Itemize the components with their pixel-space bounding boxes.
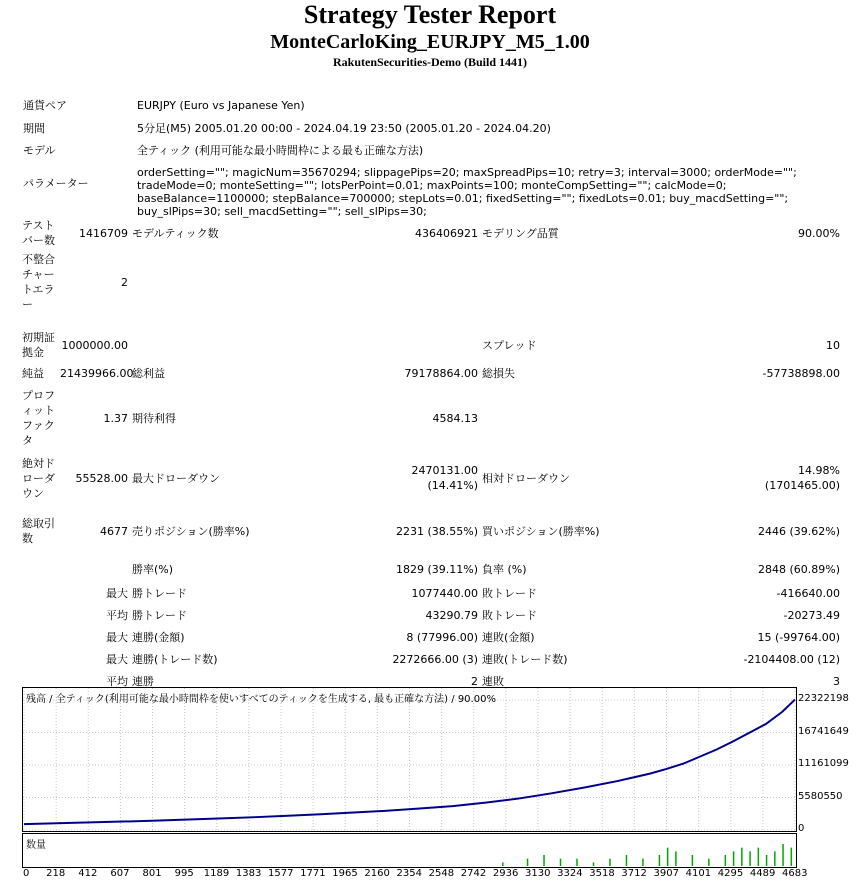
- ticks-label: モデルティック数: [132, 226, 219, 240]
- cons-losses-label: 連敗(金額): [482, 630, 535, 644]
- max2-label: 最大: [106, 630, 128, 644]
- pf-label: プロフィットファクタ: [22, 389, 55, 447]
- x-tick-label: 2548: [428, 868, 455, 879]
- x-tick-label: 4295: [717, 868, 744, 879]
- x-tick-label: 412: [78, 868, 98, 879]
- symbol-value: EURJPY (Euro vs Japanese Yen): [137, 99, 305, 112]
- stats-row-bars: [20, 218, 842, 248]
- y-tick-label: 5580550: [798, 790, 843, 802]
- avg-win-value: 43290.79: [425, 608, 478, 622]
- volume-bar: [527, 859, 529, 866]
- x-tick-label: 218: [46, 868, 66, 879]
- cons-losses-value: 15 (-99764.00): [757, 630, 840, 644]
- volume-bar: [741, 848, 743, 866]
- abs-dd-value: 55528.00: [75, 471, 128, 485]
- max-dd-value: 2470131.00 (14.41%): [411, 464, 478, 492]
- volume-bar: [576, 859, 578, 866]
- y-tick-label: 11161099: [798, 758, 849, 769]
- bars-value: 1416709: [79, 226, 128, 240]
- params-label: パラメーター: [23, 177, 89, 190]
- x-tick-label: 3324: [557, 868, 583, 879]
- x-tick-label: 1383: [235, 868, 262, 879]
- largest-loss-value: -416640.00: [776, 586, 840, 600]
- y-tick-label: 0: [798, 823, 805, 834]
- period-value: 5分足(M5) 2005.01.20 00:00 - 2024.04.19 23:50 (2005.01.20 - 2024.04.20): [137, 122, 551, 135]
- volume-bar: [675, 851, 677, 866]
- avg-loss-label: 敗トレード: [482, 608, 537, 622]
- average-label: 平均: [106, 608, 128, 622]
- volume-bar: [659, 855, 661, 866]
- long-value: 2446 (39.62%): [757, 524, 840, 538]
- ticks-value: 436406921: [415, 226, 478, 240]
- pf-value: 1.37: [103, 411, 128, 425]
- cons-profit-label: 連勝(トレード数): [132, 652, 218, 666]
- volume-bar: [758, 848, 760, 866]
- x-tick-label: 2742: [460, 868, 487, 879]
- x-tick-label: 1965: [332, 868, 358, 879]
- gross-profit-value: 79178864.00: [404, 366, 478, 380]
- x-tick-label: 0: [23, 868, 30, 879]
- balance-chart: [22, 687, 797, 832]
- x-tick-label: 3518: [589, 868, 615, 879]
- win-label: 勝率(%): [132, 562, 174, 576]
- win-value: 1829 (39.11%): [395, 562, 478, 576]
- bars-label: テストバー数: [22, 219, 55, 247]
- chart-caption: 残高 / 全ティック(利用可能な最小時間枠を使いすべてのティックを生成する, 最も正確な方法) / 90.00%: [26, 694, 496, 705]
- period-label: 期間: [23, 122, 45, 135]
- volume-bar: [733, 851, 735, 866]
- volume-bar: [725, 855, 727, 866]
- x-tick-label: 2160: [364, 868, 390, 879]
- avg-loss-value: -20273.49: [783, 608, 840, 622]
- volume-bar: [782, 844, 784, 866]
- x-tick-label: 2936: [492, 868, 519, 879]
- stats-row-average: [20, 604, 842, 626]
- stats-row-pf: [20, 386, 842, 450]
- loss-value: 2848 (60.89%): [757, 562, 840, 576]
- cons-loss-value: -2104408.00 (12): [743, 652, 840, 666]
- cons-wins-label: 連勝(金額): [132, 630, 185, 644]
- max3-label: 最大: [106, 652, 128, 666]
- avg-win-label: 勝トレード: [132, 608, 187, 622]
- cons-profit-value: 2272666.00 (3): [392, 652, 478, 666]
- avg-cons-losses-label: 連敗: [482, 674, 504, 688]
- volume-bar: [708, 859, 710, 866]
- gross-loss-value: -57738898.00: [762, 366, 840, 380]
- short-label: 売りポジション(勝率%): [132, 524, 250, 538]
- volume-bar: [667, 848, 669, 866]
- volume-bar: [543, 855, 545, 866]
- net-value: 21439966.00: [60, 366, 134, 380]
- stats-row-largest: [20, 582, 842, 604]
- largest-win-label: 勝トレード: [132, 586, 187, 600]
- payoff-label: 期待利得: [132, 411, 176, 425]
- model-label: モデル: [23, 144, 56, 157]
- volume-caption: 数量: [26, 840, 46, 851]
- volume-bar: [593, 862, 595, 866]
- x-tick-label: 4489: [749, 868, 776, 879]
- max-dd-label: 最大ドローダウン: [132, 471, 220, 485]
- balance-chart-svg: [23, 688, 796, 831]
- loss-label: 負率 (%): [482, 562, 527, 576]
- avg-cons-wins-label: 連勝: [132, 674, 154, 688]
- server-name: RakutenSecurities-Demo (Build 1441): [333, 55, 527, 69]
- rel-dd-label: 相対ドローダウン: [482, 471, 570, 485]
- mismatch-label: 不整合チャートエラー: [22, 253, 55, 311]
- largest-label: 最大: [106, 586, 128, 600]
- quality-label: モデリング品質: [482, 226, 559, 240]
- gross-loss-label: 総損失: [482, 366, 515, 380]
- y-tick-label: 16741649: [798, 725, 849, 737]
- volume-bar: [774, 851, 776, 866]
- x-tick-label: 995: [174, 868, 194, 879]
- x-tick-label: 1577: [268, 868, 294, 879]
- largest-win-value: 1077440.00: [411, 586, 478, 600]
- abs-dd-label: 絶対ドローダウン: [22, 456, 55, 500]
- volume-bar: [560, 859, 562, 866]
- cons-wins-value: 8 (77996.00): [406, 630, 478, 644]
- stats-row-winrate: [20, 556, 842, 582]
- deposit-label: 初期証拠金: [22, 331, 55, 359]
- volume-chart-svg: [23, 834, 796, 867]
- payoff-value: 4584.13: [432, 411, 478, 425]
- stats-row-mismatch: [20, 248, 842, 316]
- volume-bar: [502, 862, 504, 866]
- params-value: orderSetting=""; magicNum=35670294; slippagePips=20; maxSpreadPips=10; retry=3; interval=3000; orderMode=""; tradeMode=0; monteSetting=""; lotsPerPoint=0.01; maxPoints=100; monteCompSetting=""; calcMode=0; baseBalance=1100000; stepBalance=700000; stepLots=0.01; fixedSetting=""; fixedLots=0.01; buy_macdSetting=""; buy_slPips=30; sell_macdSetting=""; sell_slPips=30;: [137, 166, 797, 218]
- largest-loss-label: 敗トレード: [482, 586, 537, 600]
- stats-row-deposit: [20, 330, 842, 360]
- stats-row-dd: [20, 450, 842, 506]
- stats-row-total: [20, 506, 842, 556]
- x-tick-label: 801: [142, 868, 162, 879]
- spread-label: スプレッド: [482, 338, 537, 352]
- volume-bar: [626, 855, 628, 866]
- deposit-value: 1000000.00: [61, 338, 128, 352]
- x-tick-label: 1189: [203, 868, 230, 879]
- x-tick-label: 4101: [685, 868, 712, 879]
- total-value: 4677: [100, 524, 128, 538]
- volume-bar: [766, 855, 768, 866]
- mismatch-value: 2: [121, 275, 128, 289]
- x-tick-label: 607: [110, 868, 130, 879]
- x-tick-label: 4683: [782, 868, 808, 879]
- volume-bar: [642, 859, 644, 866]
- x-tick-label: 2354: [396, 868, 422, 879]
- model-value: 全ティック (利用可能な最小時間枠による最も正確な方法): [137, 144, 424, 157]
- stats-row-cons-wins: [20, 626, 842, 648]
- volume-bar: [749, 851, 751, 866]
- x-tick-label: 3907: [653, 868, 679, 879]
- symbol-label: 通貨ペア: [23, 99, 67, 112]
- stats-table: [20, 218, 842, 692]
- rel-dd-value: 14.98% (1701465.00): [764, 464, 840, 492]
- avg2-label: 平均: [106, 674, 128, 688]
- total-label: 総取引数: [22, 517, 55, 545]
- volume-bar: [609, 859, 611, 866]
- stats-row-cons-profit: [20, 648, 842, 670]
- avg-cons-wins-value: 2: [471, 674, 478, 688]
- net-label: 純益: [22, 366, 44, 380]
- volume-bar: [692, 855, 694, 866]
- short-value: 2231 (38.55%): [395, 524, 478, 538]
- volume-chart: [22, 833, 797, 868]
- expert-name: MonteCarloKing_EURJPY_M5_1.00: [270, 31, 590, 53]
- x-tick-label: 3130: [525, 868, 551, 879]
- x-tick-label: 3712: [621, 868, 647, 879]
- quality-value: 90.00%: [798, 226, 840, 240]
- spread-value: 10: [826, 338, 840, 352]
- x-tick-label: 1771: [300, 868, 326, 879]
- long-label: 買いポジション(勝率%): [482, 524, 600, 538]
- avg-cons-losses-value: 3: [833, 674, 840, 688]
- y-tick-label: 22322198: [798, 693, 849, 704]
- cons-loss-label: 連敗(トレード数): [482, 652, 568, 666]
- stats-row-net: [20, 360, 842, 386]
- report-title: Strategy Tester Report: [303, 0, 557, 29]
- gross-profit-label: 総利益: [132, 366, 165, 380]
- volume-bar: [791, 848, 793, 866]
